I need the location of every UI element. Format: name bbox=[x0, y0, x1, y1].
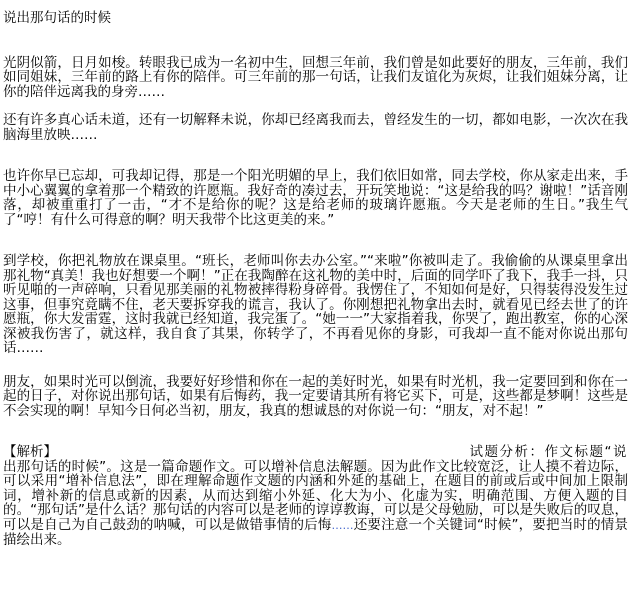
essay-paragraph-4: 到学校，你把礼物放在课桌里。“班长，老师叫你去办公室。”“来啦”你被叫走了。我偷偷的从课桌里拿出那礼物“真美！我也好想要一个啊！”正在我陶醉在这礼物的美中时，后面的同学吓了我下，我手一抖，只听见啪的一声碎响，只看见那美丽的礼物被摔得粉身碎骨。我愣住了，不知如何是好，只得装得没发生过这事，但事究竟瞒不住，老天要拆穿我的谎言，我认了。你刚想把礼物拿出去时，就看见已经去世了的许愿瓶，你大发雷霆，这时我就已经知道，我完蛋了。“她一一”大家指着我，你哭了，跑出教室，你的心深深被我伤害了，就这样，我自食了其果，你转学了，不再看见你的身影，可我却一直不能对你说出那句话…… bbox=[3, 253, 628, 356]
essay-paragraph-5: 朋友，如果时光可以倒流，我要好好珍惜和你在一起的美好时光，如果有时光机，我一定要回到和你在一起的日子，对你说出那句话，如果有后悔药，我一定要请其所有将它买下，可是，这些都是梦啊！这些是不会实现的啊！早知今日何必当初，朋友，我真的想诚恳的对你说一句：“朋友，对不起！” bbox=[3, 373, 628, 419]
analysis-body bbox=[3, 460, 628, 548]
essay-paragraph-3: 也许你早已忘却，可我却记得，那是一个阳光明媚的早上，我们依旧如常，同去学校，你从家走出来，手中小心翼翼的拿着那一个精致的许愿瓶。我好奇的凑过去，开玩笑地说：“这是给我的吗？谢啦！”话音刚落，却被重重打了一击，“才不是给你的呢？这是给老师的玻璃许愿瓶。今天是老师的生日。”我生气了“哼！有什么可得意的啊？明天我带个比这更美的来。” bbox=[3, 168, 628, 228]
analysis-intro: 试题分析：作文标题“说 bbox=[469, 444, 628, 460]
analysis-tail-text: 还要注意一个关键词“时候”，要把当时的情景描绘出来。 bbox=[3, 516, 629, 548]
analysis-body-text: 出那句话的时候”。这是一篇命题作文。可以增补信息法解题。因为此作文比较宽泛，让人摸不着边际，可以采用“增补信息法”，即在理解命题作文题的内涵和外延的基础上，在题目的前或后或中间加上限制词，增补新的信息或新的因素，从而达到缩小外延、化大为小、化虚为实，明确范围、方便入题的目的。“那句话”是什么话？那句话的内容可以是老师的谆谆教诲，可以是父母勉励，可以是失败后的叹息，可以是自己为自己鼓劲的呐喊，可以是做错事情的后悔 bbox=[3, 458, 628, 533]
analysis-section bbox=[3, 445, 628, 548]
analysis-label: 【解析】 bbox=[3, 444, 57, 460]
analysis-first-line bbox=[3, 445, 628, 460]
essay-paragraph-2: 还有许多真心话未道，还有一切解释未说，你却已经离我而去，曾经发生的一切，都如电影，一次次在我脑海里放映…… bbox=[3, 112, 628, 143]
ellipsis-marker: …… bbox=[331, 518, 354, 532]
essay-paragraph-1: 光阴似箭，日月如梭。转眼我已成为一名初中生，回想三年前，我们曾是如此要好的朋友，三年前，我们如同姐妹，三年前的路上有你的陪伴。可三年前的那一句话，让我们友谊化为灰烬，让我们姐妹分离，让你的陪伴远离我的身旁…… bbox=[3, 54, 628, 100]
essay-title: 说出那句话的时候 bbox=[3, 10, 111, 26]
